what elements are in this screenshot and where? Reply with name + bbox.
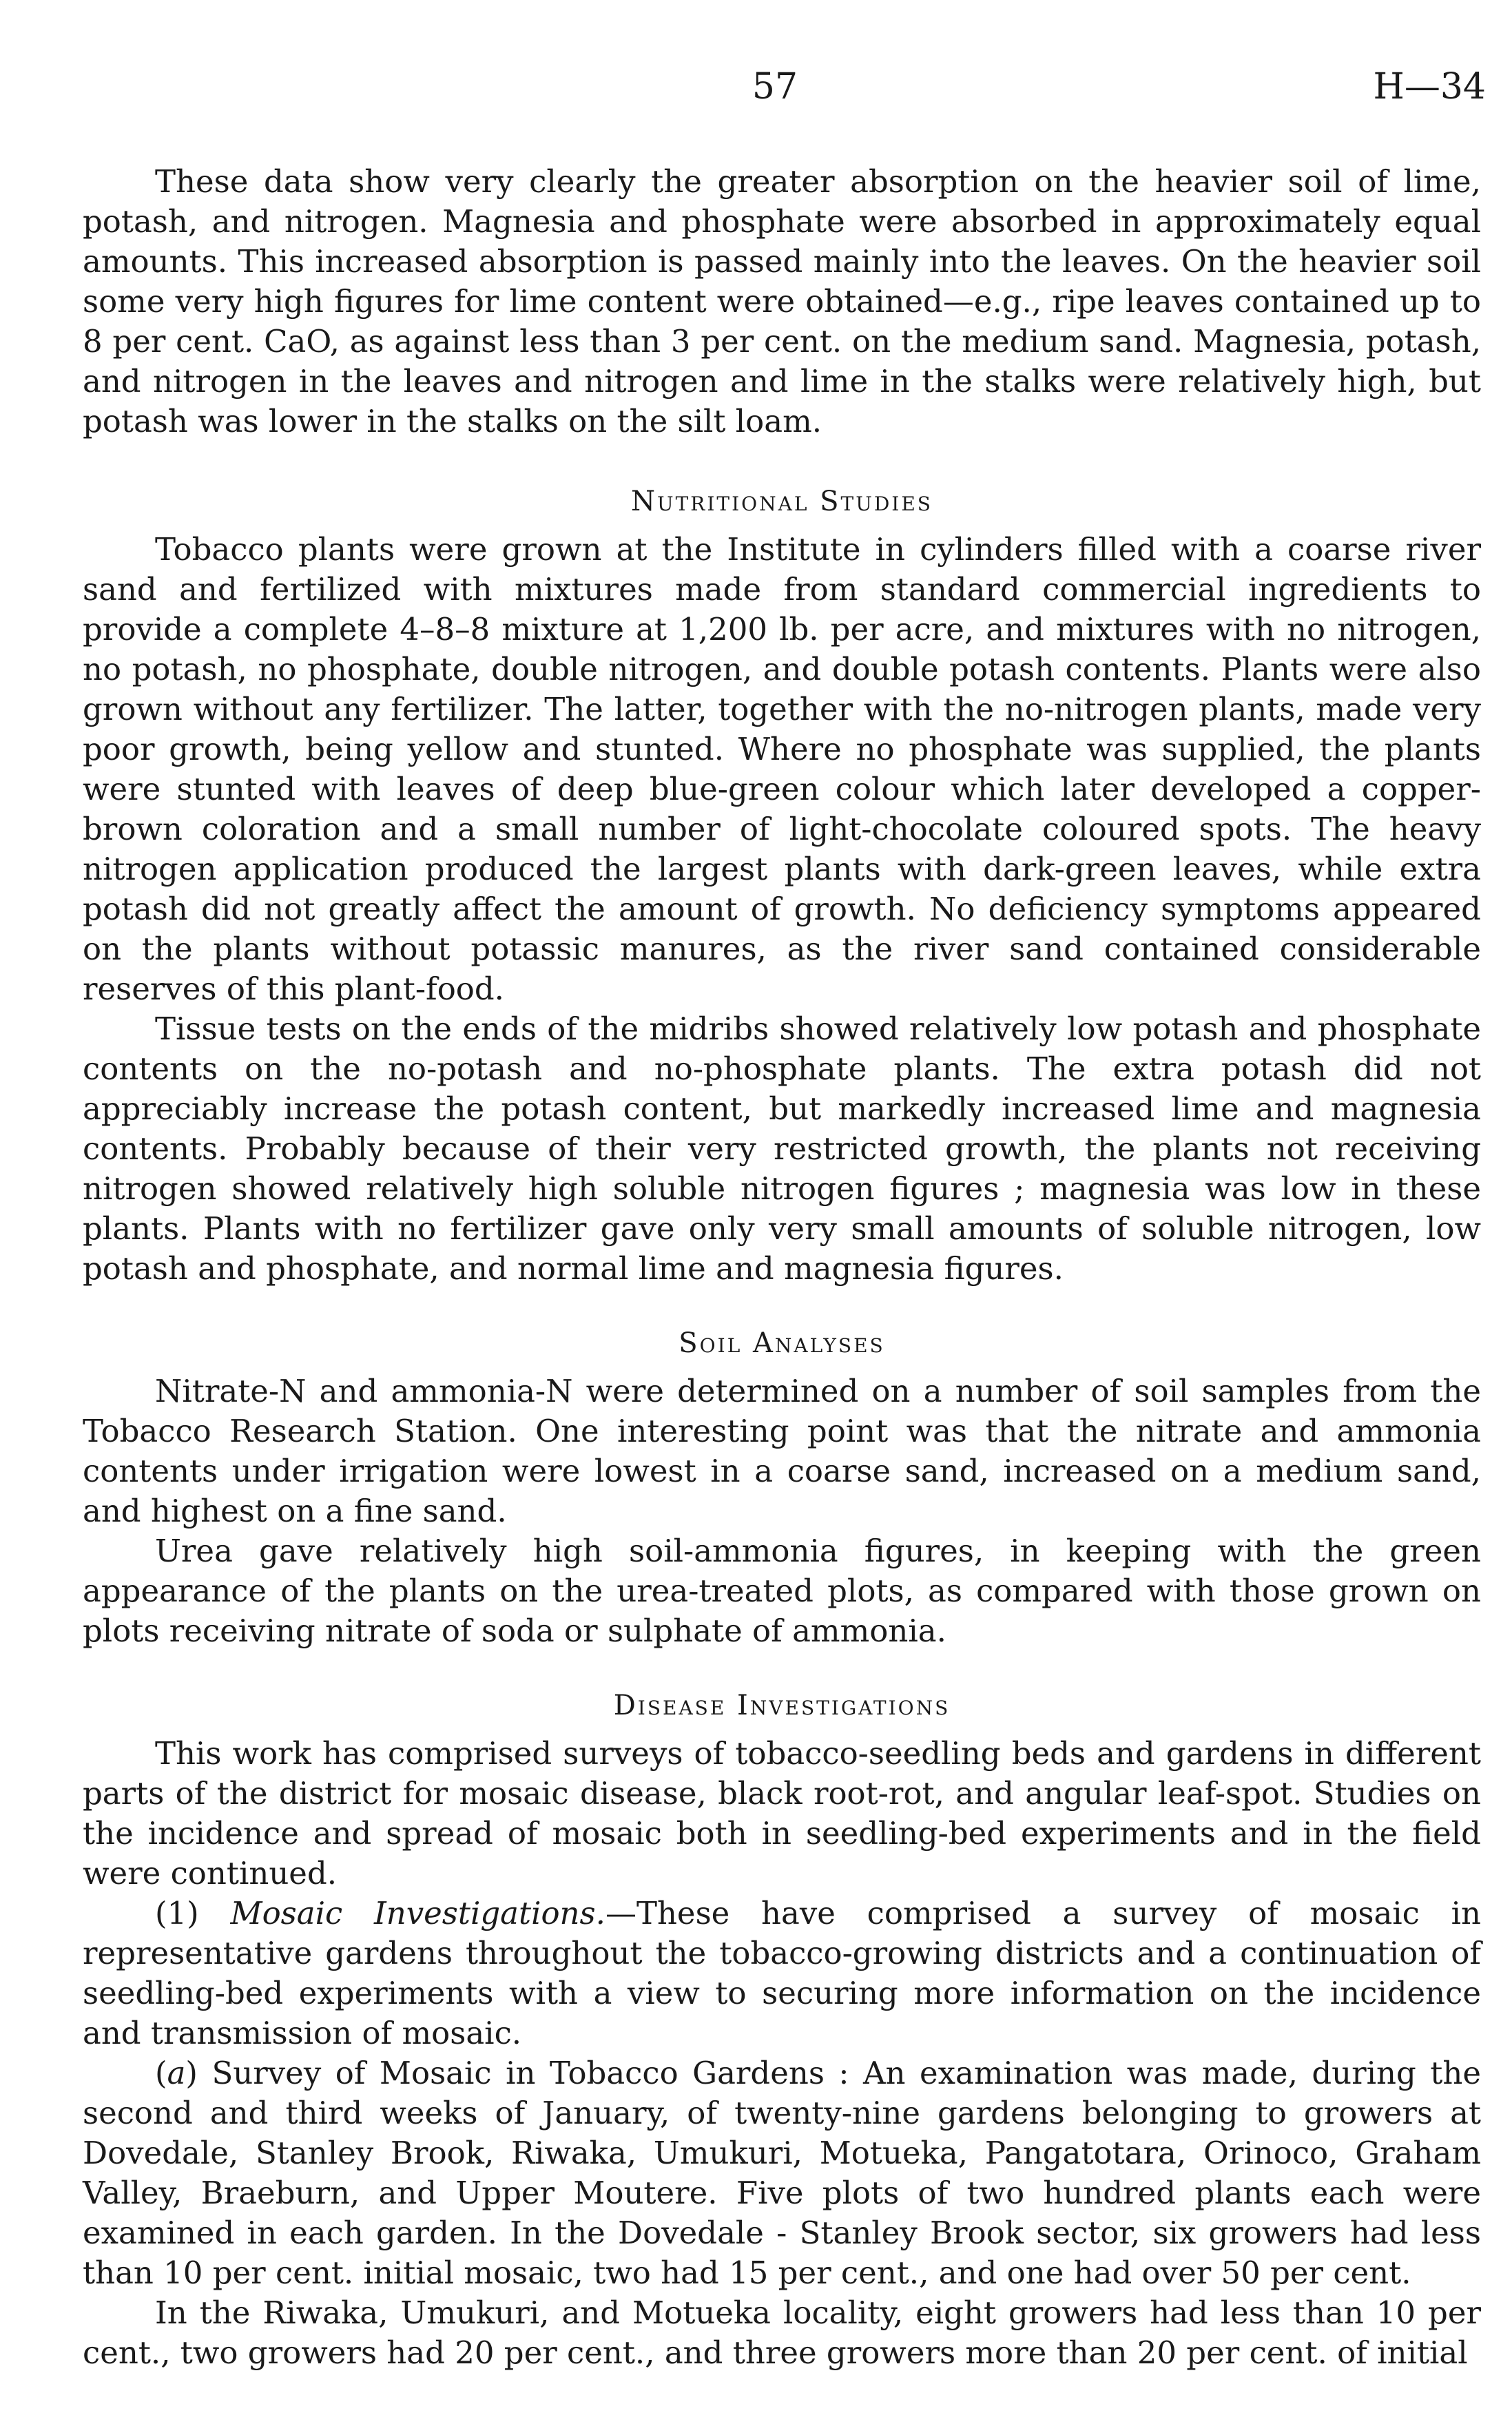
section-heading-disease-investigations: Disease Investigations — [613, 1690, 951, 1721]
riwaka-paragraph: In the Riwaka, Umukuri, and Motueka locality, eight growers had less than 10 per cent., two growers had 20 per cent., and three growers more than 20 per cent. of initial — [83, 2294, 1481, 2371]
disease-paragraph-1: This work has comprised surveys of tobacco-seedling beds and gardens in different parts of the district for mosaic disease, black root-rot, and angular leaf-spot. Studies on the incidence and spread of mosaic both in seedling-bed experiments and in the field were continued. — [83, 1735, 1481, 1892]
mosaic-survey-paragraph: (a) Survey of Mosaic in Tobacco Gardens : An examination was made, during the second and third weeks of January, of twenty-nine gardens belonging to growers at Dovedale, Stanley Brook, Riwaka, Umukuri, Motueka, Pangatotara, Orinoco, Graham Valley, Braeburn, and Upper Moutere. Five plots of two hundred plants each were examined in each garden. In the Dovedale - Stanley Brook sector, six growers had less than 10 per cent. initial mosaic, two had 15 per cent., and one had over 50 per cent. — [83, 2055, 1481, 2291]
intro-paragraph: These data show very clearly the greater absorption on the heavier soil of lime, potash, and nitrogen. Magnesia and phosphate were absorbed in approximately equal amounts. This increased absorption is passed mainly into the leaves. On the heavier soil some very high figures for lime content were obtained—e.g., ripe leaves contained up to 8 per cent. CaO, as against less than 3 per cent. on the medium sand. Magnesia, potash, and nitrogen in the leaves and nitrogen and lime in the stalks were relatively high, but potash was lower in the stalks on the silt loam. — [83, 163, 1481, 439]
soil-paragraph-1: Nitrate-N and ammonia-N were determined on a number of soil samples from the Tobacco Research Station. One interesting point was that the nitrate and ammonia contents under irrigation were lowest in a coarse sand, increased on a medium sand, and highest on a fine sand. — [83, 1373, 1481, 1529]
mosaic-title: Mosaic Investigations. — [230, 1895, 605, 1931]
soil-paragraph-2: Urea gave relatively high soil-ammonia figures, in keeping with the green appearance of the plants on the urea-treated plots, as compared with those grown on plots receiving nitrate of soda or sulphate of ammonia. — [83, 1533, 1481, 1649]
section-heading-soil-analyses: Soil Analyses — [679, 1327, 885, 1359]
mosaic-text: —These have comprised a survey of mosaic in representative gardens throughout the tobacco-growing districts and a continuation of seedling-bed experiments with a view to securing more information on the incidence and transmission of mosaic. — [83, 1895, 1482, 2051]
document-reference: H—34 — [1373, 66, 1486, 107]
mosaic-investigations-paragraph — [83, 1894, 1481, 2053]
page-body — [83, 162, 1481, 2373]
survey-text: Survey of Mosaic in Tobacco Gardens : An examination was made, during the second and third weeks of January, of twenty-nine gardens belonging to growers at Dovedale, Stanley Brook, Riwaka, Umukuri, Motueka, Pangatotara, Orinoco, Graham Valley, Braeburn, and Upper Moutere. Five plots of two hundred plants each were examined in each garden. In the Dovedale - Stanley Brook sector, six growers had less than 10 per cent. initial mosaic, two had 15 per cent., and one had over 50 per cent. — [83, 2055, 1481, 2291]
nutritional-paragraph-1: Tobacco plants were grown at the Institute in cylinders filled with a coarse river sand and fertilized with mixtures made from standard commercial ingredients to provide a complete 4–8–8 mixture at 1,200 lb. per acre, and mixtures with no nitrogen, no potash, no phosphate, double nitrogen, and double potash contents. Plants were also grown without any fertilizer. The latter, together with the no-nitrogen plants, made very poor growth, being yellow and stunted. Where no phosphate was supplied, the plants were stunted with leaves of deep blue-green colour which later developed a copper-brown coloration and a small number of light-chocolate coloured spots. The heavy nitrogen application produced the largest plants with dark-green leaves, while extra potash did not greatly affect the amount of growth. No deficiency symptoms appeared on the plants without potassic manures, as the river sand contained considerable reserves of this plant-food. — [83, 531, 1481, 1007]
page-number: 57 — [752, 66, 798, 107]
nutritional-paragraph-2: Tissue tests on the ends of the midribs showed relatively low potash and phosphate contents on the no-potash and no-phosphate plants. The extra potash did not appreciably increase the potash content, but markedly increased lime and magnesia contents. Probably because of their very restricted growth, the plants not receiving nitrogen showed relatively high soluble nitrogen figures ; magnesia was low in these plants. Plants with no fertilizer gave only very small amounts of soluble nitrogen, low potash and phosphate, and normal lime and magnesia figures. — [83, 1011, 1481, 1287]
survey-letter: a — [167, 2055, 186, 2091]
mosaic-number: (1) — [155, 1895, 199, 1931]
section-heading-nutritional-studies: Nutritional Studies — [631, 486, 933, 517]
